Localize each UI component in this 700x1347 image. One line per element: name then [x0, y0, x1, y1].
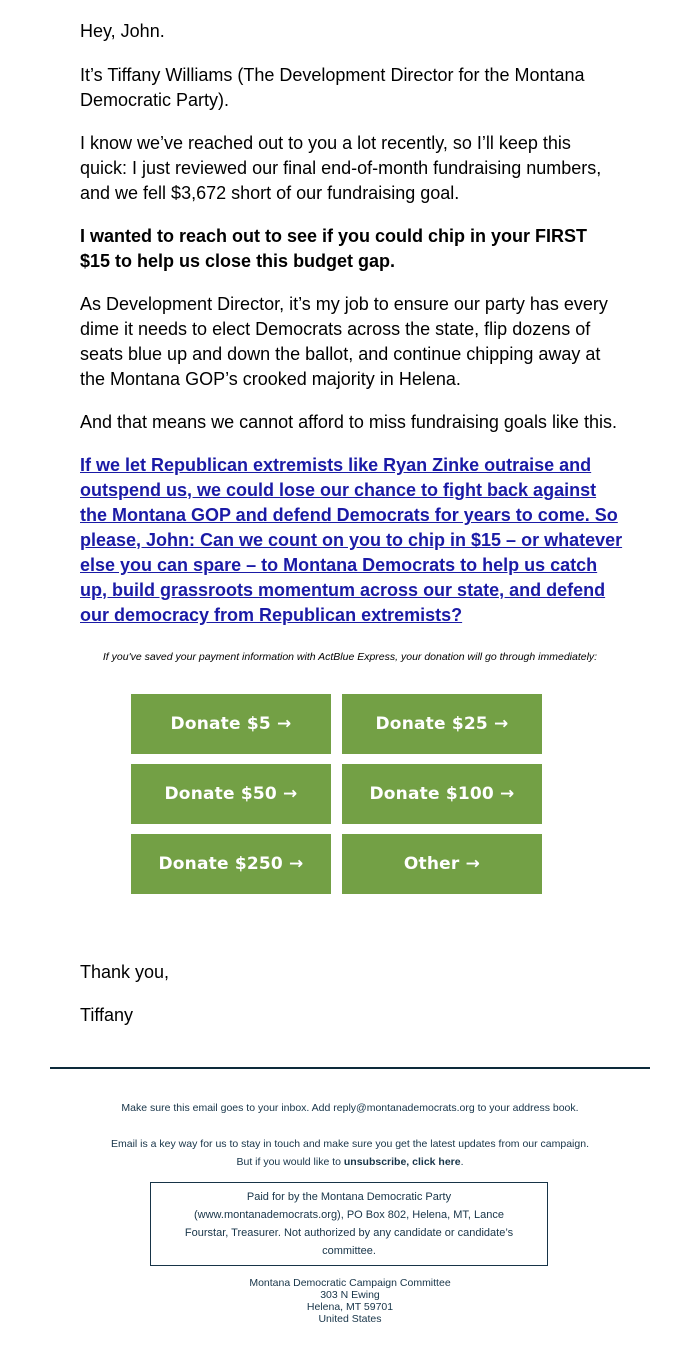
intro-paragraph: It’s Tiffany Williams (The Development Director for the Montana Democratic Party).	[80, 65, 585, 110]
greeting: Hey, John.	[80, 21, 165, 41]
mailing-address	[0, 1277, 700, 1325]
director-paragraph: As Development Director, it’s my job to ensure our party has every dime it needs to elect Democrats across the state, flip dozens of seats blue up and down the ballot, and continue chipping away at the Montana GOP’s crooked majority in Helena.	[80, 294, 608, 389]
keep-in-touch-line: Email is a key way for us to stay in touch and make sure you get the latest updates from our campaign.	[111, 1138, 589, 1150]
bold-ask-paragraph: I wanted to reach out to see if you could chip in your FIRST $15 to help us close this budget gap.	[80, 226, 588, 271]
inbox-line: Make sure this email goes to your inbox. Add reply@montanademocrats.org to your address book.	[121, 1102, 579, 1114]
org-name: Montana Democratic Campaign Committee	[249, 1277, 451, 1289]
donate-25-button[interactable]: Donate $25 →	[342, 694, 542, 754]
paid-for-disclaimer: Paid for by the Montana Democratic Party (www.montanademocrats.org), PO Box 802, Helena, MT, Lance Fourstar, Treasurer. Not authorized by any candidate or candidate’s committee.	[150, 1182, 548, 1266]
ask-paragraph	[80, 453, 625, 628]
street-address: 303 N Ewing	[320, 1289, 380, 1301]
donate-other-button[interactable]: Other →	[342, 834, 542, 894]
donate-5-button[interactable]: Donate $5 →	[131, 694, 331, 754]
shortfall-paragraph: I know we’ve reached out to you a lot recently, so I’ll keep this quick: I just reviewed our final end-of-month fundraising numbers, and we fell $3,672 short of our fundraising goal.	[80, 133, 602, 203]
unsubscribe-prefix: But if you would like to	[236, 1156, 344, 1168]
goals-paragraph: And that means we cannot afford to miss fundraising goals like this.	[80, 412, 617, 432]
unsubscribe-link[interactable]: unsubscribe, click here	[343, 1156, 461, 1168]
closing: Thank you,	[80, 962, 170, 982]
donate-50-button[interactable]: Donate $50 →	[131, 764, 331, 824]
footer-divider	[50, 1067, 650, 1069]
unsubscribe-suffix: .	[460, 1156, 464, 1168]
unsubscribe-line	[0, 1156, 700, 1168]
signature: Tiffany	[80, 1005, 134, 1025]
city-state-zip: Helena, MT 59701	[306, 1301, 394, 1313]
donate-250-button[interactable]: Donate $250 →	[131, 834, 331, 894]
actblue-note: If you've saved your payment information with ActBlue Express, your donation will go through immediately:	[102, 651, 598, 663]
country: United States	[318, 1313, 382, 1325]
donate-100-button[interactable]: Donate $100 →	[342, 764, 542, 824]
donation-ask-link[interactable]: If we let Republican extremists like Ryan Zinke outraise and outspend us, we could lose our chance to fight back against the Montana GOP and defend Democrats for years to come. So please, John: Can we count on you to chip in $15 – or whatever else you can spare – to Montana Democrats to help us catch up, build grassroots momentum across our state, and defend our democracy from Republican extremists?	[80, 455, 623, 625]
